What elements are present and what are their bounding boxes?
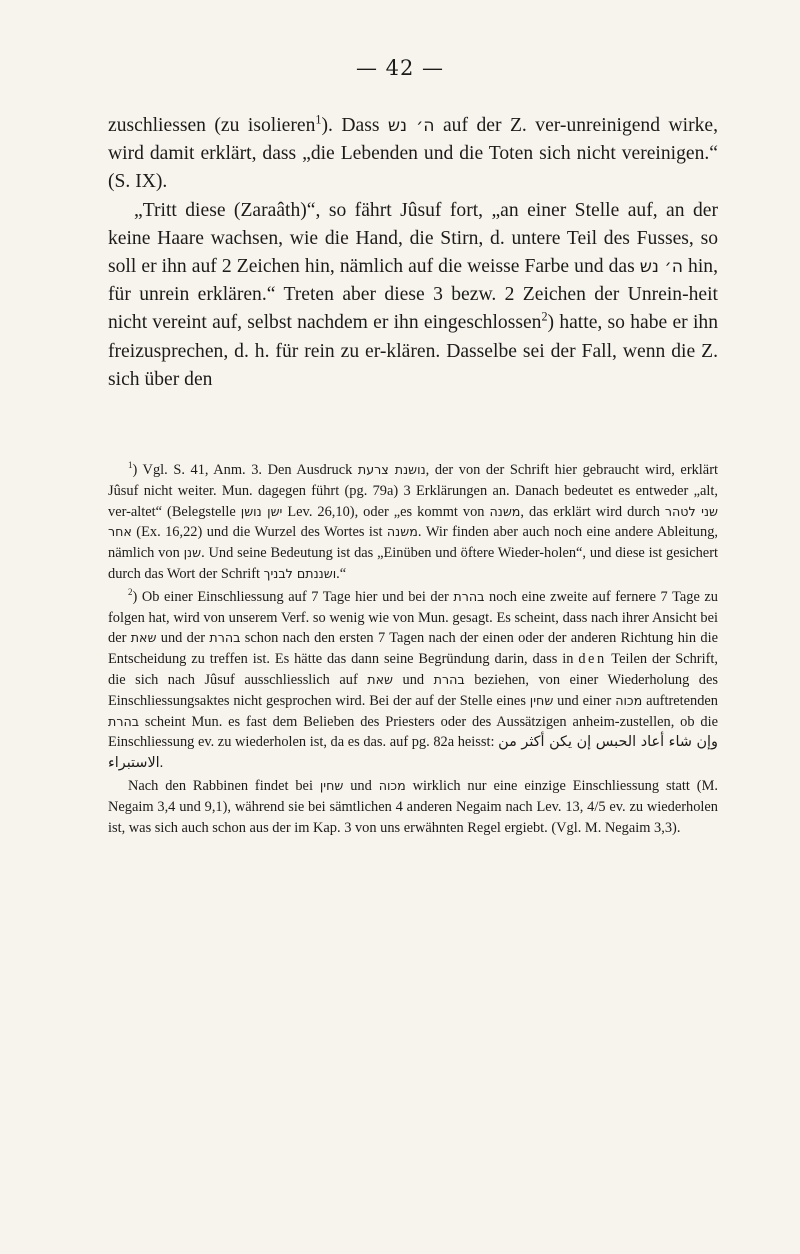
footnote-2 <box>108 587 718 774</box>
hebrew-term: שאת <box>367 671 394 687</box>
text-span: ). Dass <box>321 115 388 136</box>
text-span: wirklich nur eine einzige Einschliessung statt (M. Negaim 3,4 und 9,1), während sie bei sämtlichen 4 anderen Negaim nach Lev. 13, 4/5 ev. zu wiederholen ist, was sich auch schon aus der im Kap. 3 von uns erwähnten Regel ergiebt. (Vgl. M. Negaim 3,3). <box>108 777 718 836</box>
text-span: ) Ob einer Einschliessung auf 7 Tage hier und bei der <box>132 588 454 605</box>
text-span: . Wir finden aber auch noch eine andere Ableitung, nämlich von <box>108 524 718 562</box>
footnote-ref-1: 1 <box>315 112 322 127</box>
hebrew-term: ושננתם לבניך <box>263 565 337 581</box>
hebrew-term: מכוה <box>378 777 406 793</box>
text-span: , der von der Schrift hier gebraucht wird, erklärt Jûsuf nicht weiter. Mun. dagegen führt (pg. 79a) 3 Erklärungen an. Danach bedeutet es entweder „alt, ver-altet“ (Belegstelle <box>108 462 718 520</box>
hebrew-term: שחין <box>319 777 344 793</box>
text-span: (Ex. 16,22) und die Wurzel des Wortes ist <box>131 524 387 541</box>
page-number: — 42 — <box>355 56 445 80</box>
text-span: .“ <box>336 565 347 582</box>
text-span: und einer <box>553 692 616 709</box>
text-span: schon nach den ersten 7 Tagen nach der einen oder der anderen Richtung hin die Entscheidung zu treffen ist. Es hätte das dann seine Begründung darin, dass in <box>108 630 718 668</box>
text-span: auftretenden <box>642 692 718 709</box>
hebrew-term: בהרת <box>433 671 465 687</box>
hebrew-term: משנה <box>386 524 418 540</box>
text-span: beziehen, von einer Wiederholung des Einschliessungsaktes nicht gesprochen wird. Bei der auf der Stelle eines <box>108 671 718 709</box>
text-span: . <box>159 755 164 772</box>
hebrew-term: ה׳ נש <box>387 116 435 136</box>
paragraph-1 <box>108 112 718 197</box>
footnote-mark-2: 2 <box>128 586 133 597</box>
hebrew-term: שני לטהר אחר <box>108 503 718 540</box>
footnote-mark-1: 1 <box>128 460 133 471</box>
footnote-3 <box>108 776 718 838</box>
hebrew-term: נושנת צרעת <box>357 462 426 477</box>
text-span: noch eine zweite auf fernere 7 Tage zu folgen hat, wird von unserem Verf. so wenig wie von Mun. gesagt. Es scheint, dass nach ihrer Ansicht bei der <box>108 588 719 647</box>
main-text <box>108 112 718 394</box>
arabic-quote: وإن شاء أعاد الحبس إن يكن أكثر من الاستبراء <box>108 734 718 772</box>
paragraph-2 <box>108 197 718 394</box>
hebrew-term: ישן נושן <box>240 503 283 519</box>
hebrew-term: שנן <box>183 545 202 561</box>
hebrew-term: ה׳ נש <box>639 257 683 278</box>
text-span: scheint Mun. es fast dem Belieben des Priesters oder des Aussätzigen anheim-zustellen, ob die Einschliessung ev. zu wiederholen ist, da es das. auf pg. 82a heisst: <box>108 713 718 751</box>
text-span: ) Vgl. S. 41, Anm. 3. Den Ausdruck <box>132 462 358 478</box>
text-span: Lev. 26,10), oder „es kommt von <box>282 503 490 520</box>
footnote-ref-2: 2 <box>541 309 548 324</box>
text-span: Teilen der Schrift, die sich nach Jûsuf ausschliesslich auf <box>108 651 718 688</box>
hebrew-term: משנה <box>489 503 521 519</box>
hebrew-term: בהרת <box>108 713 140 729</box>
hebrew-term: מכוה <box>615 692 643 708</box>
hebrew-term: בהרת <box>209 630 241 646</box>
footnote-1 <box>108 460 718 585</box>
text-span: „Tritt diese (Zaraâth)“, so fährt Jûsuf fort, „an einer Stelle auf, an der keine Haare wachsen, wie die Hand, die Stirn, d. untere Teil des Fusses, so soll er ihn auf 2 Zeichen hin, nämlich auf die weisse Farbe und das <box>108 199 718 278</box>
text-span: auf der Z. ver-unreinigend wirke, wird damit erklärt, dass „die Lebenden und die Toten sich nicht vereinigen.“ (S. IX). <box>108 115 719 193</box>
text-span: Nach den Rabbinen findet bei <box>128 777 320 794</box>
footnotes <box>108 460 718 838</box>
text-span: und <box>343 777 379 794</box>
hebrew-term: בהרת <box>453 588 485 604</box>
hebrew-term: שחין <box>529 692 554 708</box>
text-span: und der <box>156 630 210 647</box>
emphasized-word: den <box>578 651 607 668</box>
text-span: ) hatte, so habe er ihn freizusprechen, d. h. für rein zu er-klären. Dasselbe sei der Fall, wenn die Z. sich über den <box>108 312 718 390</box>
text-span: . Und seine Bedeutung ist das „Einüben und öftere Wieder-holen“, und diese ist gesichert durch das Wort der Schrift <box>108 545 718 582</box>
text-span: und <box>393 671 434 688</box>
text-span: hin, für unrein erklären.“ Treten aber diese 3 bezw. 2 Zeichen der Unrein-heit nicht vereint auf, selbst nachdem er ihn eingeschlossen <box>108 256 718 334</box>
text-span: zuschliessen (zu isolieren <box>108 115 316 136</box>
text-span: , das erklärt wird durch <box>520 503 665 520</box>
hebrew-term: שאת <box>130 630 157 646</box>
